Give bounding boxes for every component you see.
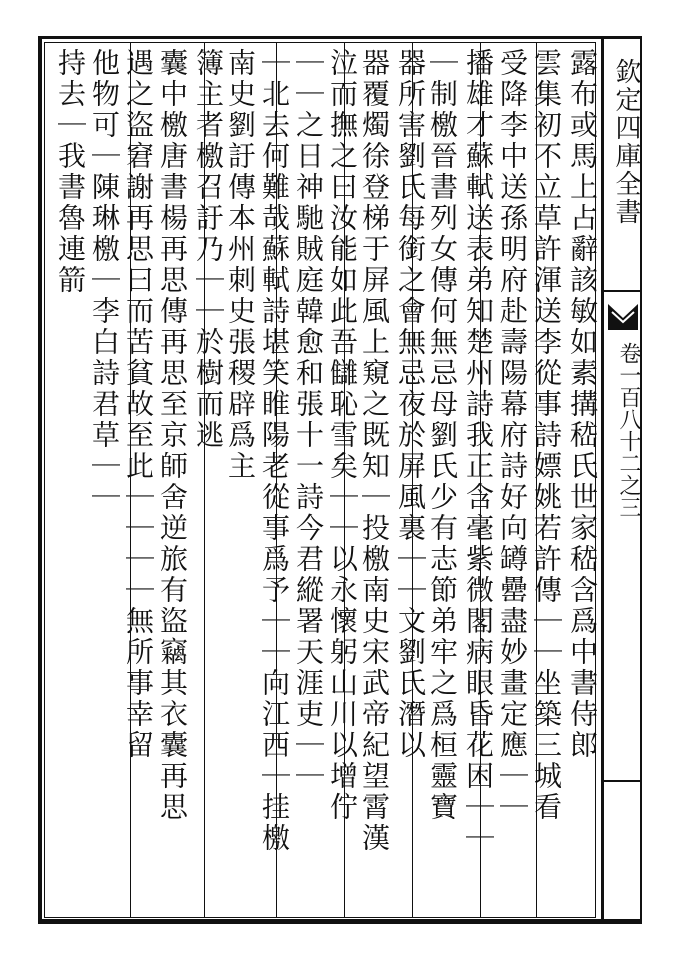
text-column-6: 器所害劉氏每銜之會無忌夜於屏風裏｜｜文劉氏潛以 — [394, 48, 427, 761]
text-column-16: 持去｜我書魯連箭 — [54, 48, 87, 296]
text-column-10: ｜北去何難哉蘇軾詩堪笑睢陽老從事爲予｜｜向江西｜挂檄 — [258, 48, 291, 854]
text-column-11: 南史劉訏傳本州刺史張稷辟爲主 — [224, 48, 257, 482]
text-column-7: 器覆燭徐登梯于屏風上窺之既知｜投檄南史宋武帝紀望霄漢 — [358, 48, 391, 854]
margin-rule-upper — [604, 290, 642, 292]
text-column-12: 簿主者檄召訏乃｜｜於樹而逃 — [192, 48, 225, 451]
text-column-14: 遇之盜窘謝再思曰而苦貧故至此｜｜｜｜無所事幸留 — [122, 48, 155, 761]
text-column-9: ｜｜之日神馳賊庭韓愈和張十一詩今君縱署天涯吏｜｜ — [292, 48, 325, 792]
margin-rule-lower — [604, 780, 642, 782]
text-column-13: 囊中檄唐書楊再思傳再思至京師舍逆旅有盜竊其衣囊再思 — [156, 48, 189, 823]
text-column-5: ｜制檄晉書列女傳何無忌母劉氏少有志節弟牢之爲桓靈寶 — [426, 48, 459, 823]
volume-number: 卷一百八十二之三 — [616, 342, 641, 518]
text-column-1: 露布或馬上占辭該敏如素搆嵇氏世家嵇含爲中書侍郎 — [566, 48, 599, 761]
text-column-8: 泣而撫之曰汝能如此吾讎恥雪矣｜｜以永懷躬山川以增佇 — [326, 48, 359, 823]
text-column-15: 他物可｜陳琳檄｜李白詩君草｜｜ — [88, 48, 121, 513]
text-column-4: 播雄才蘇軾送表弟知楚州詩我正含毫紫微閣病眼昏花困｜｜ — [462, 48, 495, 854]
book-title: 欽定四庫全書 — [611, 58, 641, 226]
text-column-3: 受降李中送孫明府赴壽陽幕府詩好向罇罍盡妙畫定應｜｜ — [496, 48, 529, 823]
fishtail-mark-icon — [606, 300, 640, 334]
text-column-2: 雲集初不立草許渾送李從事詩嫖姚若許傳｜｜坐築三城看 — [530, 48, 563, 823]
